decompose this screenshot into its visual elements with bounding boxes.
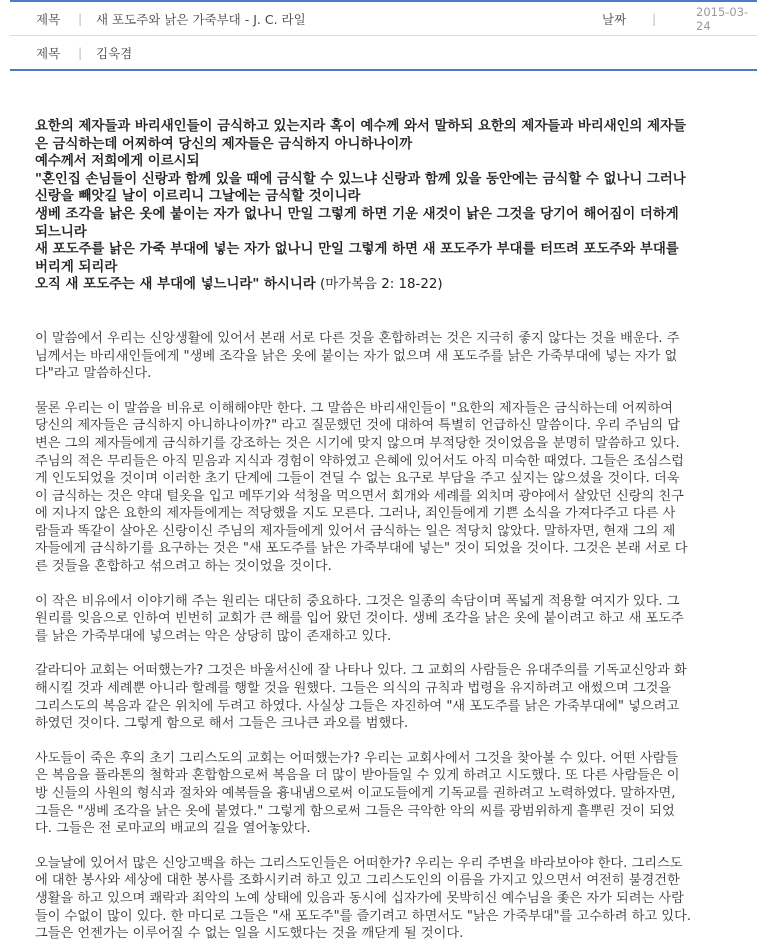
post-date: 2015-03-24	[696, 4, 749, 33]
scripture-line: 버리게 되리라	[35, 259, 118, 275]
date-separator: |	[652, 11, 657, 26]
paragraph-line: 오늘날에 있어서 많은 신앙고백을 하는 그리스도인들은 어떠한가? 우리는 우리 주변을 바라보아야 한다. 그리스도	[35, 855, 683, 871]
paragraph-line: 당신의 제자들은 금식하지 아니하나이까?" 라고 질문했던 것에 대하여 특별히 언급하신 말씀이다. 우리 주님의 답	[35, 418, 681, 434]
post-header	[10, 0, 757, 71]
paragraph-line: 해시킬 것과 세례뿐 아니라 할례를 행할 것을 원했다. 그들은 의식의 규칙과 법령을 유지하려고 애썼으며 그것을	[35, 681, 672, 697]
post-title: 새 포도주와 낡은 가죽부대 - J. C. 라일	[96, 11, 306, 27]
scripture-line: 신랑을 빼앗길 날이 이르리니 그날에는 금식할 것이니라	[35, 189, 361, 205]
scripture-last-line	[35, 276, 715, 294]
paragraph-line: 그리스도의 복음과 같은 위치에 두려고 하였다. 사실상 그들은 자진하여 "새 포도주를 낡은 가죽부대에" 넣으려고	[35, 698, 680, 714]
paragraph-line: 람들과 똑같이 살아온 신랑이신 주님의 제자들에게 있어서 금식하는 일은 적당치 않았다. 말하자면, 현재 그의 제	[35, 523, 676, 539]
scripture-quote	[35, 118, 715, 294]
paragraph-line: 그들은 "생베 조각을 낡은 옷에 붙였다." 그렇게 함으로써 그들은 극악한 악의 씨를 광범위하게 흩뿌린 것이 되었	[35, 803, 675, 819]
author-separator: |	[78, 45, 83, 60]
paragraph-line: 방 신들의 사원의 형식과 절차와 예복들을 흉내냄으로써 이교도들에게 기독교를 권하려고 노력하였다. 말하자면,	[35, 786, 676, 801]
paragraph	[35, 400, 715, 576]
paragraph-line: 원리를 잊음으로 인하여 빈번히 교회가 큰 해를 입어 왔던 것이다. 생베 조각을 낡은 옷에 붙이려고 하고 새 포도주	[35, 611, 684, 627]
paragraph-line: 에 지나지 않은 요한의 제자들에게는 적당했을 지도 모른다. 그러나, 죄인들에게 기쁜 소식을 가져다주고 다른 사	[35, 506, 676, 522]
paragraph-line: 이 금식하는 것은 약대 털옷을 입고 메뚜기와 석청을 먹으면서 회개와 세례를 외치며 광야에서 살았던 신랑의 친구	[35, 488, 684, 504]
paragraph	[35, 662, 715, 732]
paragraph-line: 른 것들을 혼합하고 섞으려고 하는 것이었을 것이다.	[35, 559, 332, 575]
paragraph-line: 자들에게 금식하기를 요구하는 것은 "새 포도주를 낡은 가죽부대에 넣는" 것이 되었을 것이다. 그것은 본래 서로 다	[35, 541, 688, 557]
paragraph-line: 물론 우리는 이 말씀을 비유로 이해해야만 한다. 그 말씀은 바리새인들이 "요한의 제자들은 금식하는데 어찌하여	[35, 400, 674, 416]
author-row	[10, 36, 757, 69]
body-paragraphs	[35, 330, 715, 943]
scripture-line: 새 포도주를 낡은 가죽 부대에 넣는 자가 없나니 만일 그렇게 하면 새 포도주가 부대를 터뜨려 포도주와 부대를	[35, 242, 679, 258]
paragraph	[35, 750, 715, 838]
scripture-line: 예수께서 저희에게 이르시되	[35, 154, 200, 170]
paragraph-line: 변은 그의 제자들에게 금식하기를 강조하는 것은 시기에 맞지 않으며 부적당한 것이었음을 분명히 말씀하고 있다.	[35, 435, 680, 451]
post-author: 김욱겸	[96, 45, 133, 61]
paragraph-line: 생활을 하고 있으며 쾌락과 죄악의 노예 상태에 있음과 동시에 십자가에 못박히신 예수님을 좇은 자가 되려는 사람	[35, 890, 684, 906]
paragraph-line: 님께서는 바리새인들에게 "생베 조각을 낡은 옷에 붙이는 자가 없으며 새 포도주를 낡은 가죽부대에 넣는 자가 없	[35, 348, 678, 364]
scripture-reference: (마가복음 2: 18-22)	[315, 277, 443, 293]
paragraph-line: 은 복음을 플라톤의 철학과 혼합함으로써 복음을 더 많이 받아들일 수 있게 하려고 시도했다. 또 다른 사람들은 이	[35, 768, 680, 784]
scripture-line: 오직 새 포도주는 새 부대에 넣느니라" 하시니라	[35, 277, 316, 293]
paragraph-line: 다"라고 말씀하신다.	[35, 366, 152, 382]
paragraph-line: 에 대한 봉사와 세상에 대한 봉사를 조화시키려 하고 있고 그리스도인의 이름을 가지고 있으면서 여전히 불경건한	[35, 873, 680, 889]
paragraph-line: 를 낡은 가죽부대에 넣으려는 악은 상당히 많이 존재하고 있다.	[35, 628, 392, 644]
paragraph-line: 주님의 적은 무리들은 아직 믿음과 지식과 경험이 약하였고 은혜에 있어서도 아직 미숙한 때였다. 그들은 조심스럽	[35, 453, 684, 469]
paragraph-line: 사도들이 죽은 후의 초기 그리스도의 교회는 어떠했는가? 우리는 교회사에서 그것을 찾아볼 수 있다. 어떤 사람들	[35, 750, 679, 766]
header-bottom-border	[10, 69, 757, 71]
paragraph-line: 그들은 언젠가는 이루어질 수 없는 일을 시도했다는 것을 깨닫게 될 것이다.	[35, 926, 464, 942]
scripture-line: 되느니라	[35, 224, 87, 240]
title-row	[10, 2, 757, 35]
paragraph-line: 이 말씀에서 우리는 신앙생활에 있어서 본래 서로 다른 것을 혼합하려는 것은 지극히 좋지 않다는 것을 배운다. 주	[35, 330, 680, 346]
title-label: 제목	[36, 11, 61, 27]
paragraph-line: 갈라디아 교회는 어떠했는가? 그것은 바울서신에 잘 나타나 있다. 그 교회의 사람들은 유대주의를 기독교신앙과 화	[35, 663, 687, 679]
title-separator: |	[78, 11, 83, 26]
paragraph-line: 이 작은 비유에서 이야기해 주는 원리는 대단히 중요하다. 그것은 일종의 속담이며 폭넓게 적용할 여지가 있다. 그	[35, 593, 680, 609]
scripture-line: 생베 조각을 낡은 옷에 붙이는 자가 없나니 만일 그렇게 하면 기운 새것이 낡은 그것을 당기어 해어짐이 더하게	[35, 206, 679, 222]
paragraph	[35, 855, 715, 943]
date-label: 날짜	[602, 11, 627, 27]
paragraph-line: 다. 그들은 전 로마교의 배교의 길을 열어놓았다.	[35, 821, 311, 837]
paragraph-line: 게 인도되었을 것이며 이러한 초기 단계에 그들이 견딜 수 없는 요구로 부담을 주고 싶지는 않으셨을 것이다. 더욱	[35, 471, 680, 487]
paragraph-line: 들이 수없이 많이 있다. 한 마디로 그들은 "새 포도주"를 즐기려고 하면서도 "낡은 가죽부대"를 고수하려 하고 있다.	[35, 908, 692, 924]
paragraph	[35, 330, 715, 383]
post-body	[35, 118, 715, 943]
paragraph	[35, 593, 715, 646]
scripture-line: 요한의 제자들과 바리새인들이 금식하고 있는지라 혹이 예수께 와서 말하되 요한의 제자들과 바리새인의 제자들	[35, 119, 686, 134]
author-label: 제목	[36, 45, 61, 61]
scripture-line: 은 금식하는데 어찌하여 당신의 제자들은 금식하지 아니하나이까	[35, 136, 413, 152]
scripture-line: "혼인집 손님들이 신랑과 함께 있을 때에 금식할 수 있느냐 신랑과 함께 있을 동안에는 금식할 수 없나니 그러나	[35, 171, 686, 187]
paragraph-line: 하였던 것이다. 그렇게 함으로 해서 그들은 크나큰 과오를 범했다.	[35, 716, 409, 732]
